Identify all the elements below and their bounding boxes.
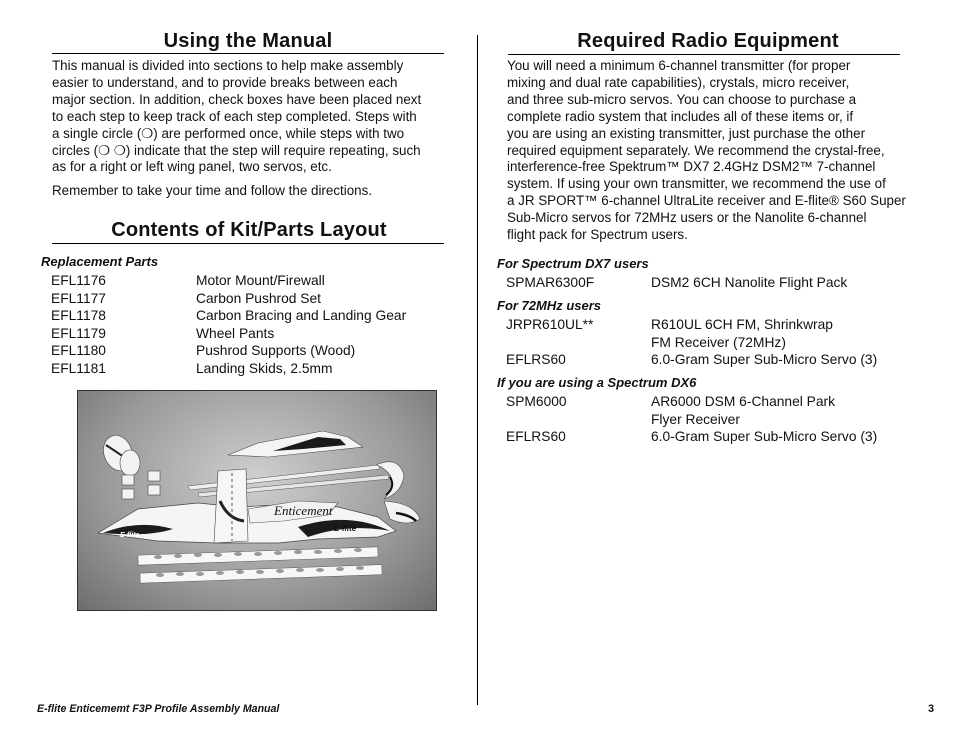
paragraph-line: system. If using your own transmitter, we recommend the use of [507,176,886,192]
paragraph-line: a JR SPORT™ 6-channel UltraLite receiver and E-flite® S60 Super [507,193,906,209]
using-manual-title: Using the Manual [163,30,333,52]
equipment-description: 6.0-Gram Super Sub-Micro Servo (3) [651,429,878,444]
decal-text: Enticement [274,503,333,518]
footer-page-number: 3 [928,703,935,715]
part-code: EFL1179 [51,325,106,341]
equipment-description: Flyer Receiver [651,411,740,427]
part-code: EFL1177 [51,290,106,306]
part-code: EFL1178 [51,308,106,323]
paragraph-line: easier to understand, and to provide breaks between each [52,74,398,90]
group-heading: For Spectrum DX7 users [497,256,649,271]
paragraph-line: You will need a minimum 6-channel transmitter (for proper [507,58,851,73]
contents-title: Contents of Kit/Parts Layout [111,219,387,241]
paragraph-line: flight pack for Spectrum users. [507,227,688,243]
paragraph-line: and three sub-micro servos. You can choose to purchase a [507,91,857,107]
paragraph-line: major section. In addition, check boxes have been placed next [52,91,422,107]
radio-equipment-paragraph [507,58,906,244]
group-heading: If you are using a Spectrum DX6 [497,375,697,390]
paragraph-line: as for a right or left wing panel, two servos, etc. [52,159,332,175]
decal-text: E-flite [334,524,357,533]
kit-parts-photo [77,390,437,611]
equipment-description: DSM2 6CH Nanolite Flight Pack [651,275,848,290]
paragraph-line: mixing and dual rate capabilities), crystals, micro receiver, [507,74,850,90]
group-heading: For 72MHz users [497,298,602,313]
equipment-description: FM Receiver (72MHz) [651,334,786,350]
equipment-description: R610UL 6CH FM, Shrinkwrap [651,317,833,332]
reminder-text: Remember to take your time and follow the directions. [52,183,373,198]
part-code: EFL1181 [51,360,106,376]
using-manual-paragraph [52,58,421,176]
decal-text: E-flite [120,532,140,539]
paragraph-line: to each step to keep track of each step completed. Steps with [52,108,417,124]
radio-equipment-rule [508,54,900,55]
kit-parts-illustration [78,391,436,610]
replacement-parts-heading: Replacement Parts [41,254,159,269]
part-code: EFL1180 [51,343,106,358]
part-description: Motor Mount/Firewall [196,273,325,288]
part-code: EFL1176 [51,273,106,288]
equipment-code: EFLRS60 [506,352,566,367]
part-description: Landing Skids, 2.5mm [196,360,333,376]
paragraph-line: you are using an existing transmitter, just purchase the other [507,125,866,141]
part-description: Wheel Pants [196,325,275,341]
part-description: Carbon Bracing and Landing Gear [196,308,407,323]
paragraph-line: interference-free Spektrum™ DX7 2.4GHz DSM2™ 7-channel [507,159,876,175]
paragraph-line: circles (❍ ❍) indicate that the step will require repeating, such [52,142,421,158]
paragraph-line: required equipment separately. We recommend the crystal-free, [507,142,885,158]
paragraph-line: a single circle (❍) are performed once, while steps with two [52,125,405,141]
radio-equipment-title: Required Radio Equipment [577,30,839,52]
paragraph-line: Sub-Micro servos for 72MHz users or the Nanolite 6-channel [507,210,867,226]
equipment-description: 6.0-Gram Super Sub-Micro Servo (3) [651,352,878,367]
contents-rule [52,243,444,244]
part-description: Pushrod Supports (Wood) [196,343,356,358]
equipment-description: AR6000 DSM 6-Channel Park [651,394,836,409]
equipment-code: EFLRS60 [506,429,566,444]
using-manual-rule [52,53,444,54]
paragraph-line: complete radio system that includes all of these items or, if [507,108,854,124]
part-description: Carbon Pushrod Set [196,290,322,306]
footer-manual-name: E-flite Enticememt F3P Profile Assembly Manual [37,703,280,715]
equipment-code: JRPR610UL** [506,317,594,332]
paragraph-line: This manual is divided into sections to help make assembly [52,58,404,73]
column-divider [477,35,478,705]
equipment-code: SPMAR6300F [506,275,595,290]
equipment-code: SPM6000 [506,394,567,409]
